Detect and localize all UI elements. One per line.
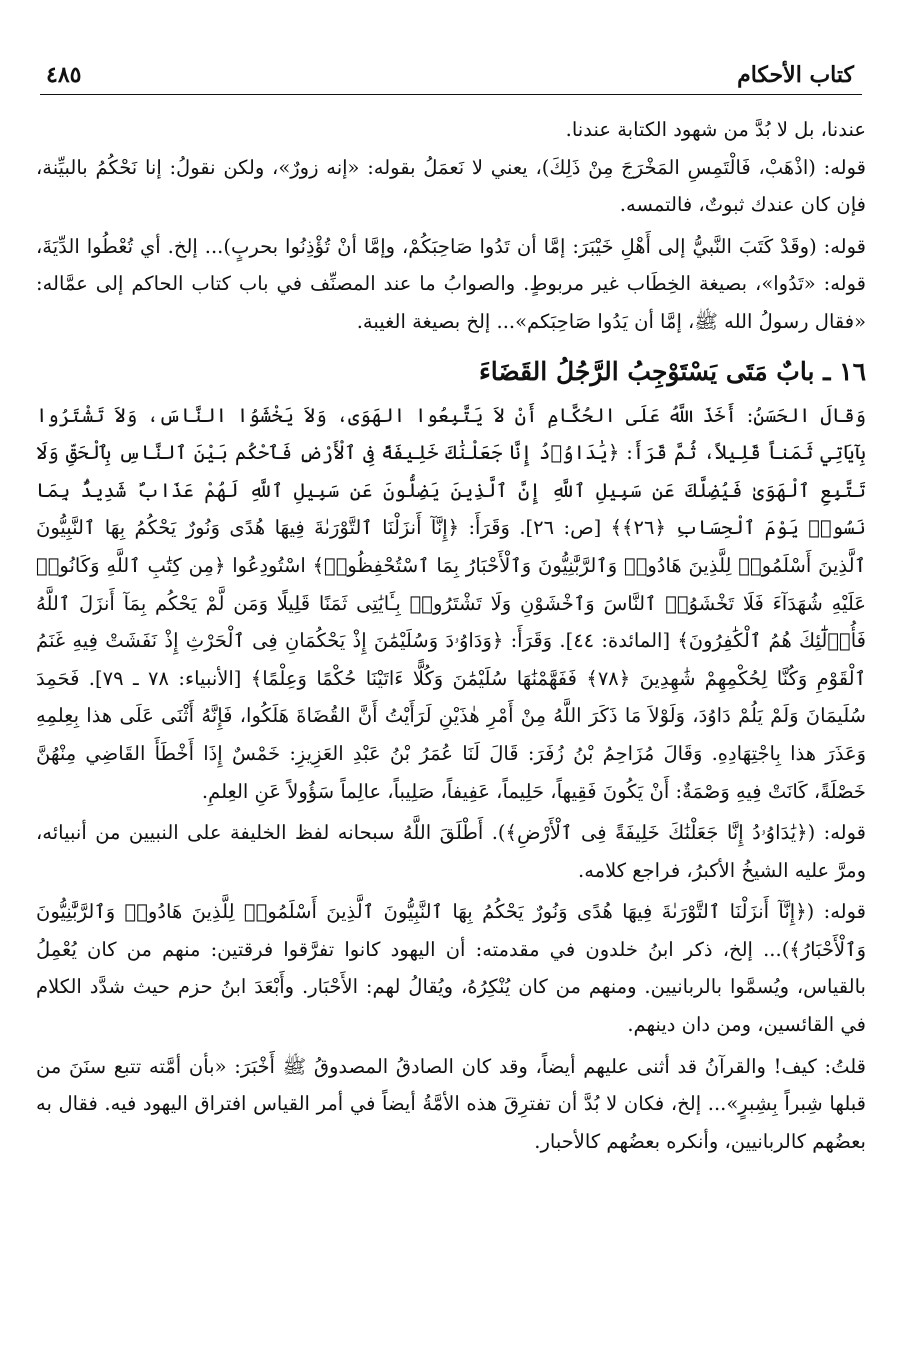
commentary-paragraph-3: قلتُ: كيف! والقرآنُ قد أثنى عليهم أيضاً، وقد كان الصادقُ المصدوقُ ﷺ أَخْبَرَ: «بأن أمَّته تتبع سنَنَ من قبلها شِبراً بِشِبرٍ»... إلخ، فكان لا بُدَّ أن تفترِقَ هذه الأمَّةُ أيضاً في أمر القياس افتراق اليهود فيه. فقال به بعضُهم كالربانيين، وأنكره بعضُهم كالأحبار.: [36, 1054, 866, 1153]
intro-paragraph-3: قوله: (وقَدْ كَتَبَ النَّبيُّ إلى أَهْلِ خَيْبَرَ: إمَّا أن تَدُوا صَاحِبَكُمْ، وإمَّا أنْ تُؤْذِنُوا بحربٍ)... إلخ. أي تُعْطُوا الدِّيَةَ، قوله: «تَدُوا»، بصيغة الخِطَاب غير مربوطٍ. والصوابُ ما عند المصنِّف في باب كتاب الحاكم إلى عمَّاله: «فقال رسولُ الله ﷺ، إمَّا أن يَدُوا صَاحِبَكم»... إلخ بصيغة الغيبة.: [36, 234, 866, 333]
commentary-paragraph-1: قوله: (﴿يَٰدَاوُۥدُ إِنَّا جَعَلْنَٰكَ خَلِيفَةً فِى ٱلْأَرْضِ﴾). أَطْلَقَ اللَّهُ سبحانه لفظ الخليفة على النبيين من أنبيائه، ومرَّ عليه الشيخُ الأكبرُ، فراجع كلامه.: [36, 821, 866, 882]
chapter-heading: ١٦ ـ بابٌ مَتَى يَسْتَوْجِبُ الرَّجُلُ القَضَاءَ: [478, 356, 866, 386]
running-title: كتاب الأحكام: [737, 62, 854, 88]
page-body: [36, 111, 866, 1160]
intro-paragraph-1: عندنا، بل لا بُدَّ من شهود الكتابة عندنا.: [565, 118, 866, 141]
matn-paragraph: وَقالَ الحَسَنُ: أَخَذَ اللَّهُ عَلَى الحُكَّامِ أَنْ لاَ يَتَّبِعُوا الهَوَى، وَلاَ يَخْشَوُا النَّاسَ، وَلاَ تَشْتَرُوا بِآيَاتِي ثَمَناً قَلِيلاً، ثُمَّ قَرَأَ: ﴿يَٰدَاوُۥدُ إِنَّا جَعَلْنَٰكَ خَلِيفَةً فِى ٱلْأَرْضِ فَٱحْكُم بَيْنَ ٱلنَّاسِ بِٱلْحَقِّ وَلَا تَتَّبِعِ ٱلْهَوَىٰ فَيُضِلَّكَ عَن سَبِيلِ ٱللَّهِ إِنَّ ٱلَّذِينَ يَضِلُّونَ عَن سَبِيلِ ٱللَّهِ لَهُمْ عَذَابٌ شَدِيدٌۢ بِمَا نَسُوا۟ يَوْمَ ٱلْحِسَابِ ﴿٢٦﴾﴾ [ص: ٢٦]. وَقَرَأَ: ﴿إِنَّآ أَنزَلْنَا ٱلتَّوْرَىٰةَ فِيهَا هُدًى وَنُورٌ يَحْكُمُ بِهَا ٱلنَّبِيُّونَ ٱلَّذِينَ أَسْلَمُوا۟ لِلَّذِينَ هَادُوا۟ وَٱلرَّبَّٰنِيُّونَ وَٱلْأَحْبَارُ بِمَا ٱسْتُحْفِظُوا۟﴾ اسْتُودِعُوا ﴿مِن كِتَٰبِ ٱللَّهِ وَكَانُوا۟ عَلَيْهِ شُهَدَآءَ فَلَا تَخْشَوُا۟ ٱلنَّاسَ وَٱخْشَوْنِ وَلَا تَشْتَرُوا۟ بِـَٔايَٰتِى ثَمَنًا قَلِيلًا وَمَن لَّمْ يَحْكُم بِمَآ أَنزَلَ ٱللَّهُ فَأُو۟لَٰٓئِكَ هُمُ ٱلْكَٰفِرُونَ﴾ [المائدة: ٤٤]. وَقَرَأَ: ﴿وَدَاوُۥدَ وَسُلَيْمَٰنَ إِذْ يَحْكُمَانِ فِى ٱلْحَرْثِ إِذْ نَفَشَتْ فِيهِ غَنَمُ ٱلْقَوْمِ وَكُنَّا لِحُكْمِهِمْ شَٰهِدِينَ ﴿٧٨﴾ فَفَهَّمْنَٰهَا سُلَيْمَٰنَ وَكُلًّا ءَاتَيْنَا حُكْمًا وَعِلْمًا﴾ [الأنبياء: ٧٨ ـ ٧٩]. فَحَمِدَ سُلَيمَانَ وَلَمْ يَلُمْ دَاوُدَ، وَلَوْلاَ مَا ذَكَرَ اللَّهُ مِنْ أَمْرِ هٰذَيْنِ لَرَأَيْتُ أَنَّ القُضَاةَ هَلَكُوا، فَإِنَّهُ أَثْنَى عَلَى هذا بِعِلمِهِ وَعَذَرَ هذا بِاجْتِهَادِهِ. وَقَالَ مُزَاحِمُ بْنُ زُفَرَ: قَالَ لَنَا عُمَرُ بْنُ عَبْدِ العَزِيزِ: خَمْسٌ إِذَا أَخْطَأَ القَاضِي مِنْهُنَّ خَصْلَةً، كَانَتْ فِيهِ وَصْمَةٌ: أَنْ يَكُونَ فَقِيهاً، حَلِيماً، عَفِيفاً، صَلِيباً، عالِماً سَؤُولاً عَنِ العِلمِ.: [36, 403, 866, 803]
page-header: [36, 52, 866, 94]
page-number: ٤٨٥: [46, 62, 82, 88]
commentary-paragraph-2: قوله: (﴿إِنَّآ أَنزَلْنَا ٱلتَّوْرَىٰةَ فِيهَا هُدًى وَنُورٌ يَحْكُمُ بِهَا ٱلنَّبِيُّونَ ٱلَّذِينَ أَسْلَمُوا۟ لِلَّذِينَ هَادُوا۟ وَٱلرَّبَّٰنِيُّونَ وَٱلْأَحْبَارُ﴾)... إلخ، ذكر ابنُ خلدون في مقدمته: أن اليهود كانوا تفرَّقوا فرقتين: منهم من كان يُعْمِلُ بالقياس، ويُسمَّوا بالربانيين. ومنهم من كان يُنْكِرُهُ، ويُقالُ لهم: الأَحْبَار. وأَبْعَدَ ابنُ حزم حيث شدَّد الكلام في القائسين، ومن دان دينهم.: [36, 900, 866, 1037]
header-divider: [40, 94, 862, 95]
intro-paragraph-2: قوله: (اذْهَبْ، فَالْتَمِسِ المَخْرَجَ مِنْ ذَلِكَ)، يعني لا نَعمَلُ بقوله: «إنه زورٌ»، ولكن نقولُ: إنا نَحْكُمُ بالبيِّنة، فإن كان عندك ثبوتٌ، فالتمسه.: [36, 155, 866, 217]
